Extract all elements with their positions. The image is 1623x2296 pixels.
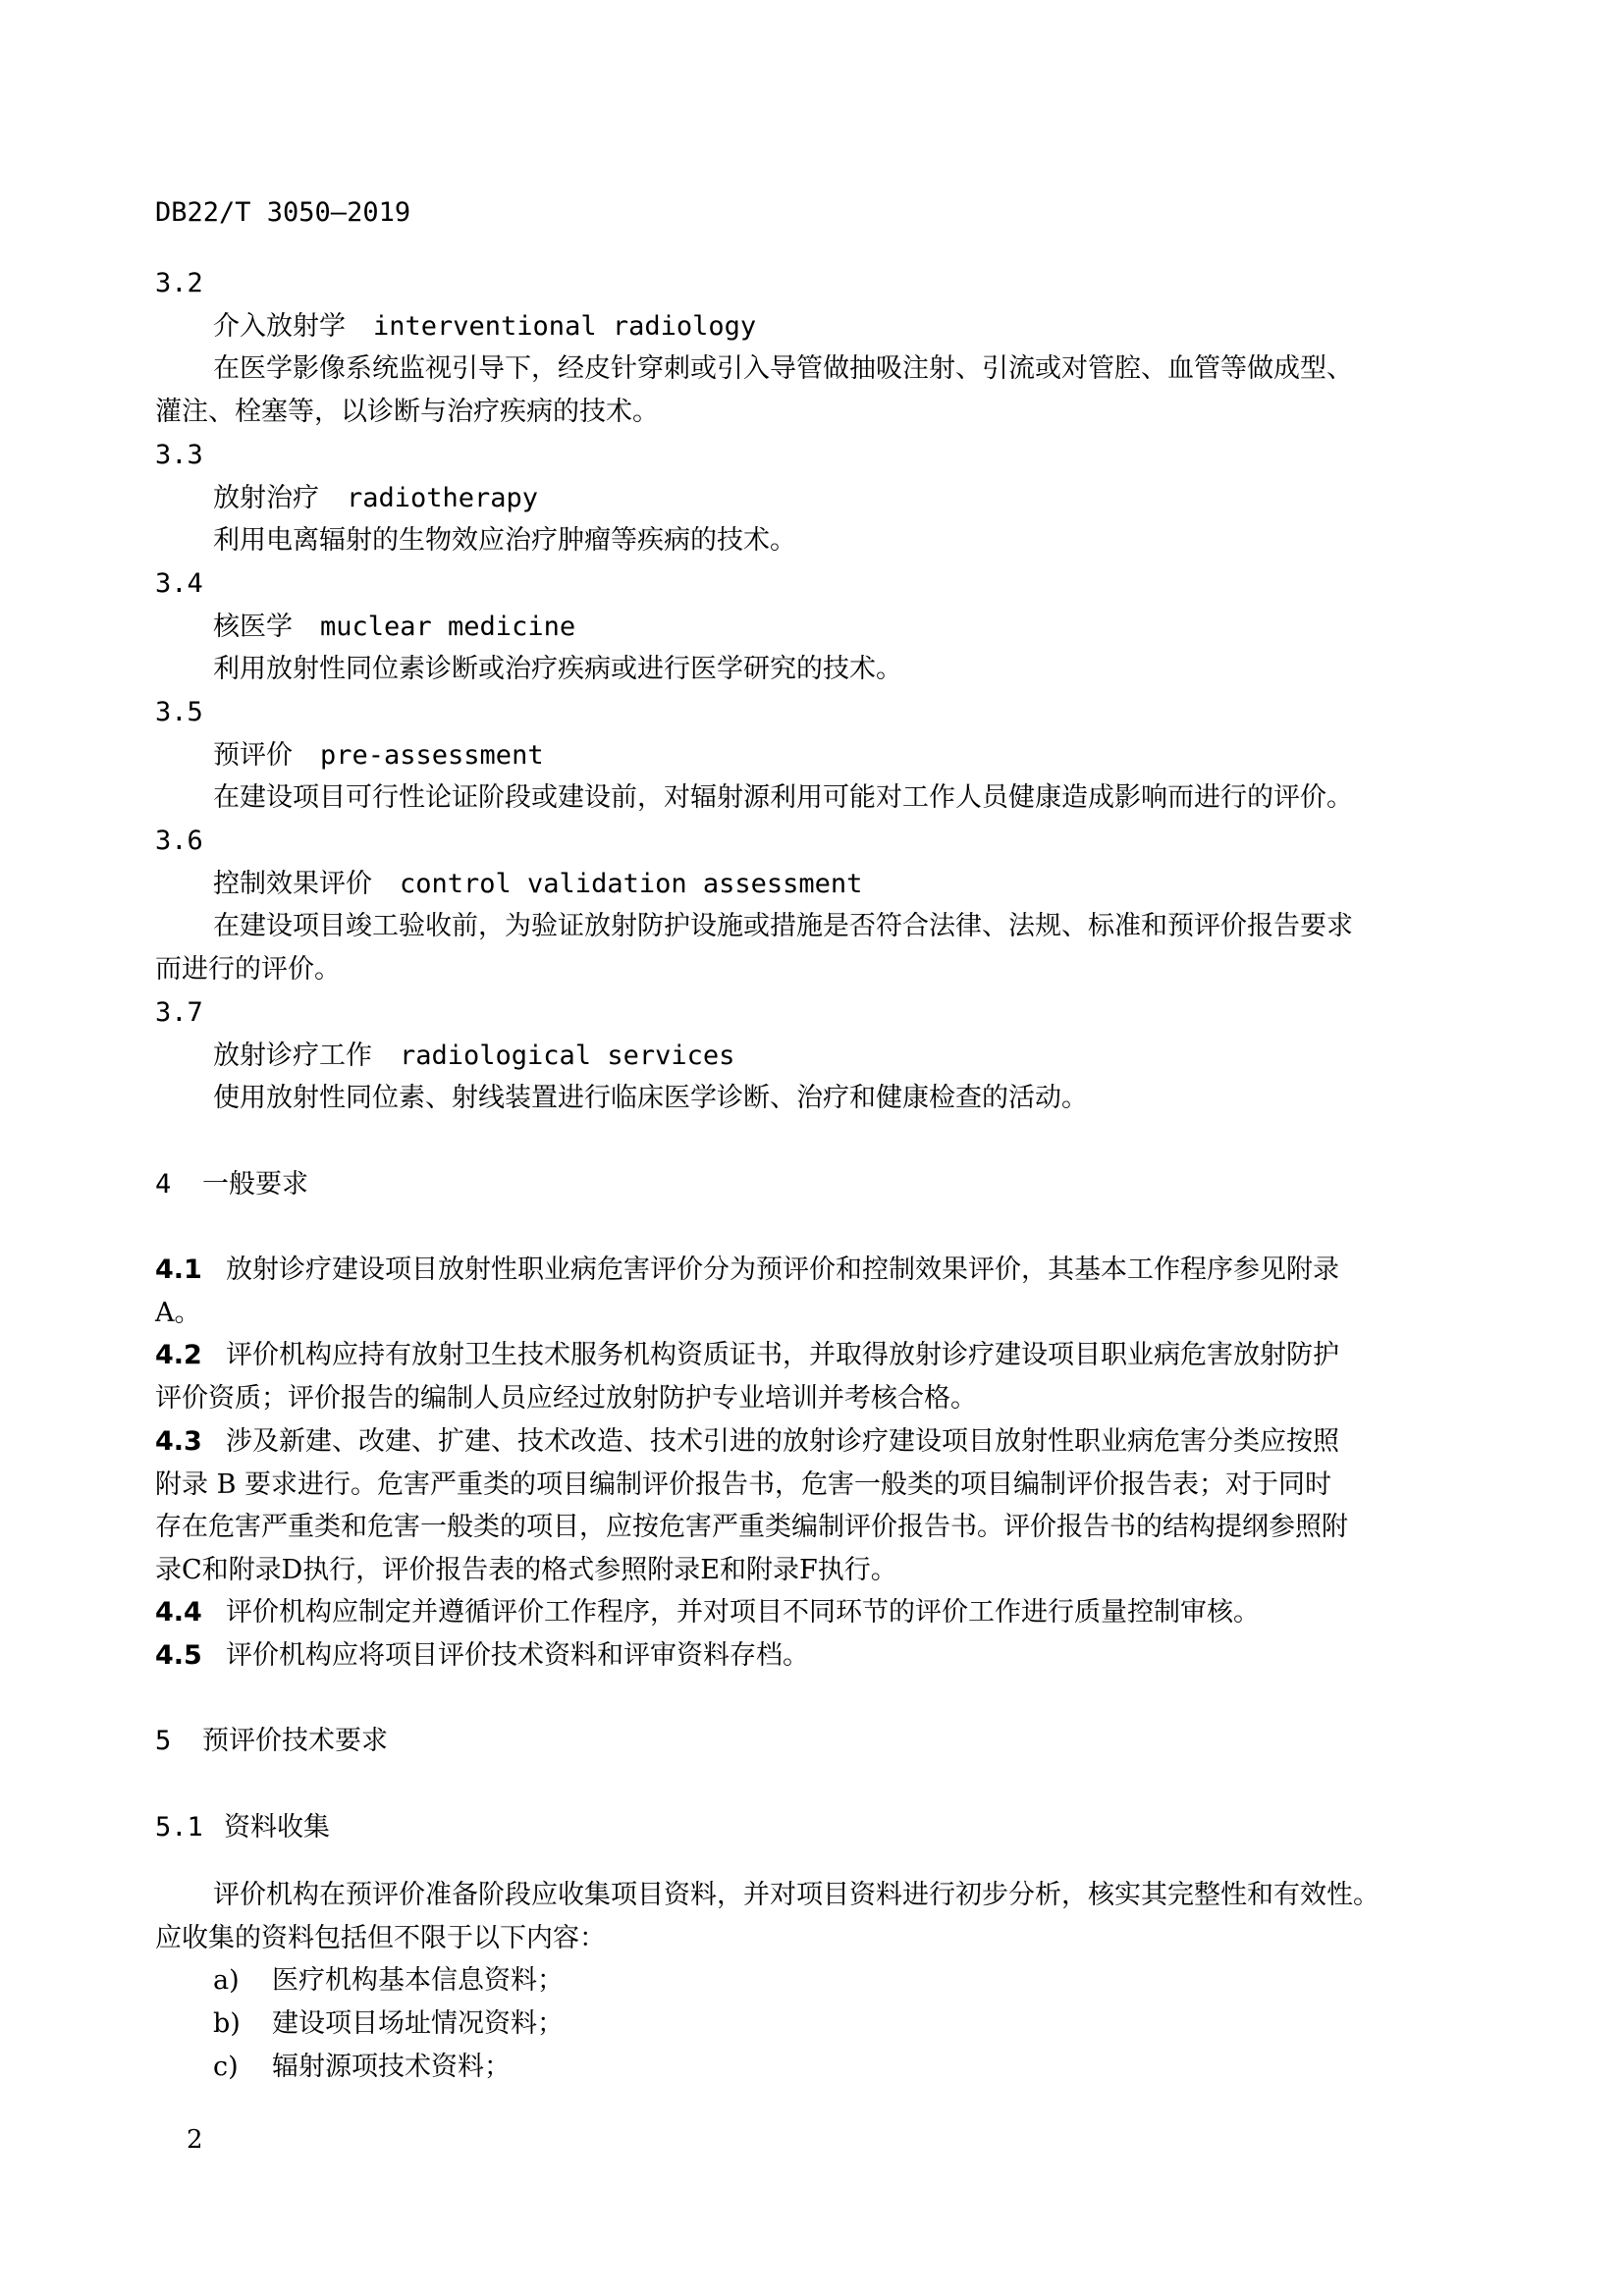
clause-number: 4.4	[155, 1597, 202, 1628]
page-number: 2	[187, 2125, 203, 2155]
clause	[155, 1425, 1339, 1459]
clause-number: 4.5	[155, 1640, 202, 1671]
clause-number: 4.1	[155, 1255, 202, 1285]
term-title	[213, 739, 544, 773]
term-zh: 核医学	[213, 612, 293, 642]
clause-text: 评价机构应制定并遵循评价工作程序，并对项目不同环节的评价工作进行质量控制审核。	[226, 1597, 1260, 1628]
term-zh: 控制效果评价	[213, 869, 372, 899]
clause-text: 评价机构应将项目评价技术资料和评审资料存档。	[226, 1640, 809, 1671]
term-en: pre-assessment	[320, 740, 544, 771]
subsection-title: 资料收集	[224, 1812, 330, 1842]
term-definition: 利用电离辐射的生物效应治疗肿瘤等疾病的技术。	[213, 525, 796, 556]
term-number: 3.3	[155, 440, 203, 470]
term-title	[213, 310, 756, 344]
term-en: muclear medicine	[320, 612, 576, 642]
term-definition: 在医学影像系统监视引导下，经皮针穿刺或引入导管做抽吸注射、引流或对管腔、血管等做成型、	[213, 353, 1353, 384]
list-text: 辐射源项技术资料；	[272, 2052, 511, 2082]
section-number: 5	[155, 1726, 172, 1756]
section-title: 预评价技术要求	[202, 1726, 388, 1756]
term-en: radiotherapy	[347, 483, 539, 513]
clause-text: 涉及新建、改建、扩建、技术改造、技术引进的放射诊疗建设项目放射性职业病危害分类应按照	[226, 1426, 1339, 1457]
clause-text-cont: 附录 B 要求进行。危害严重类的项目编制评价报告书，危害一般类的项目编制评价报告表；对于同时	[155, 1469, 1332, 1500]
clause	[155, 1339, 1339, 1372]
term-definition-cont: 而进行的评价。	[155, 954, 341, 985]
term-definition: 利用放射性同位素诊断或治疗疾病或进行医学研究的技术。	[213, 654, 902, 684]
list-text: 医疗机构基本信息资料；	[272, 1965, 564, 1996]
term-en: interventional radiology	[373, 311, 757, 342]
clause-text-cont: 评价资质；评价报告的编制人员应经过放射防护专业培训并考核合格。	[155, 1383, 977, 1414]
term-zh: 预评价	[213, 740, 293, 771]
clause	[155, 1639, 809, 1673]
document-header: DB22/T 3050—2019	[155, 197, 411, 228]
section-number: 4	[155, 1169, 172, 1200]
paragraph-cont: 应收集的资料包括但不限于以下内容：	[155, 1923, 606, 1953]
term-definition: 在建设项目可行性论证阶段或建设前，对辐射源利用可能对工作人员健康造成影响而进行的评价。	[213, 782, 1353, 813]
term-definition: 使用放射性同位素、射线装置进行临床医学诊断、治疗和健康检查的活动。	[213, 1083, 1088, 1113]
list-text: 建设项目场址情况资料；	[272, 2008, 564, 2039]
term-zh: 介入放射学	[213, 311, 346, 342]
term-title	[213, 1040, 734, 1073]
subsection-heading	[155, 1811, 330, 1844]
term-number: 3.7	[155, 997, 203, 1028]
term-number: 3.6	[155, 826, 203, 856]
term-number: 3.2	[155, 268, 203, 298]
term-en: radiological services	[400, 1041, 735, 1071]
paragraph: 评价机构在预评价准备阶段应收集项目资料，并对项目资料进行初步分析，核实其完整性和有效性。	[213, 1880, 1380, 1910]
list-marker: b)	[213, 2008, 241, 2039]
term-number: 3.4	[155, 568, 203, 599]
term-title	[213, 611, 575, 644]
list-marker: a)	[213, 1965, 240, 1996]
clause-text: 放射诊疗建设项目放射性职业病危害评价分为预评价和控制效果评价，其基本工作程序参见附录	[226, 1255, 1339, 1285]
clause-text-cont: A。	[155, 1298, 201, 1328]
clause	[155, 1254, 1339, 1287]
subsection-number: 5.1	[155, 1812, 203, 1842]
term-en: control validation assessment	[400, 869, 863, 899]
term-zh: 放射治疗	[213, 483, 319, 513]
list-item	[213, 2007, 564, 2041]
section-heading	[155, 1168, 308, 1201]
term-definition: 在建设项目竣工验收前，为验证放射防护设施或措施是否符合法律、法规、标准和预评价报告要求	[213, 911, 1353, 941]
clause	[155, 1596, 1260, 1629]
clause-text-cont: 存在危害严重类和危害一般类的项目，应按危害严重类编制评价报告书。评价报告书的结构提纲参照附	[155, 1512, 1348, 1542]
term-number: 3.5	[155, 697, 203, 727]
section-heading	[155, 1725, 388, 1758]
list-item	[213, 2051, 511, 2084]
clause-text: 评价机构应持有放射卫生技术服务机构资质证书，并取得放射诊疗建设项目职业病危害放射防护	[226, 1340, 1339, 1370]
list-marker: c)	[213, 2052, 239, 2082]
term-title	[213, 482, 538, 515]
term-title	[213, 868, 862, 901]
clause-number: 4.2	[155, 1340, 202, 1370]
clause-text-cont: 录C和附录D执行，评价报告表的格式参照附录E和附录F执行。	[155, 1555, 897, 1585]
term-zh: 放射诊疗工作	[213, 1041, 372, 1071]
term-definition-cont: 灌注、栓塞等，以诊断与治疗疾病的技术。	[155, 397, 659, 427]
section-title: 一般要求	[202, 1169, 308, 1200]
list-item	[213, 1964, 564, 1998]
clause-number: 4.3	[155, 1426, 202, 1457]
